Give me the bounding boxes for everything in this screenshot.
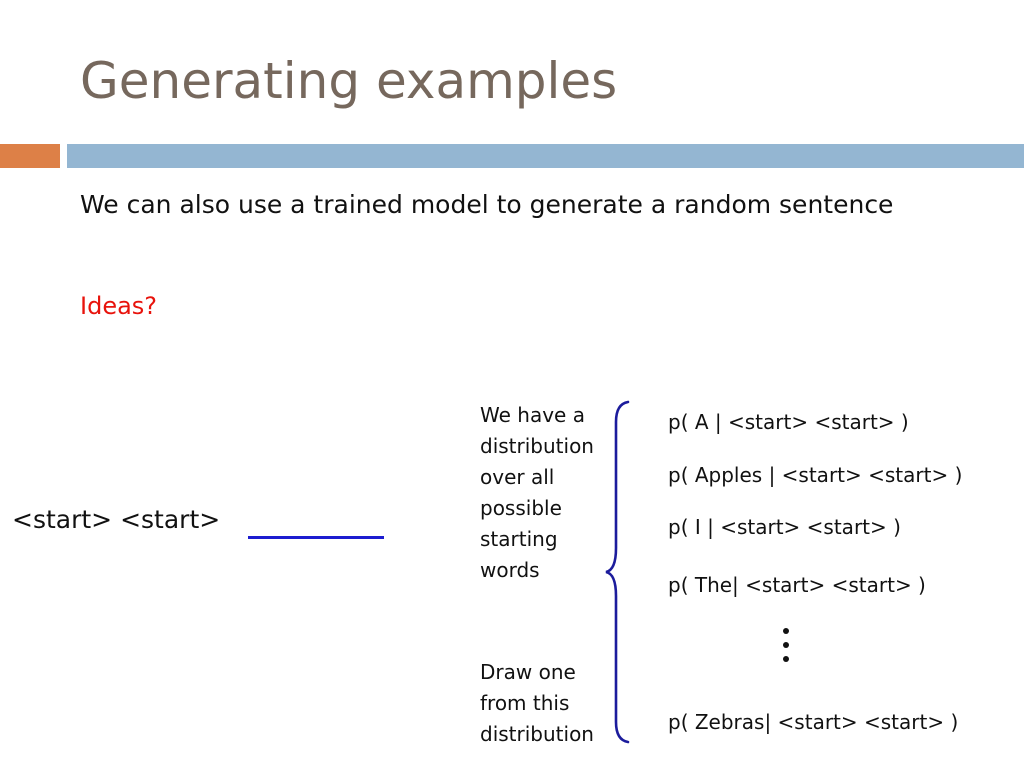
slide-subtitle: We can also use a trained model to generate a random sentence (80, 190, 894, 219)
distribution-note (480, 400, 594, 586)
blank-line (248, 536, 384, 539)
vertical-ellipsis-icon (776, 626, 796, 666)
note-line: distribution (480, 722, 594, 746)
probability-item: p( A | <start> <start> ) (668, 410, 909, 434)
probability-item: p( Apples | <start> <start> ) (668, 463, 963, 487)
note-line: from this (480, 691, 570, 715)
probability-item: p( The| <start> <start> ) (668, 573, 926, 597)
note-line: over all (480, 465, 555, 489)
curly-brace (598, 398, 638, 748)
note-line: We have a (480, 403, 585, 427)
accent-bar-blue (67, 144, 1024, 168)
note-line: distribution (480, 434, 594, 458)
probability-item: p( Zebras| <start> <start> ) (668, 710, 959, 734)
accent-bar-orange (0, 144, 60, 168)
ideas-text: Ideas? (80, 292, 158, 320)
note-line: starting (480, 527, 558, 551)
note-line: Draw one (480, 660, 576, 684)
note-line: possible (480, 496, 562, 520)
draw-note (480, 657, 594, 750)
start-sequence: <start> <start> (12, 505, 221, 534)
note-line: words (480, 558, 540, 582)
slide-title: Generating examples (80, 52, 618, 110)
probability-item: p( I | <start> <start> ) (668, 515, 901, 539)
